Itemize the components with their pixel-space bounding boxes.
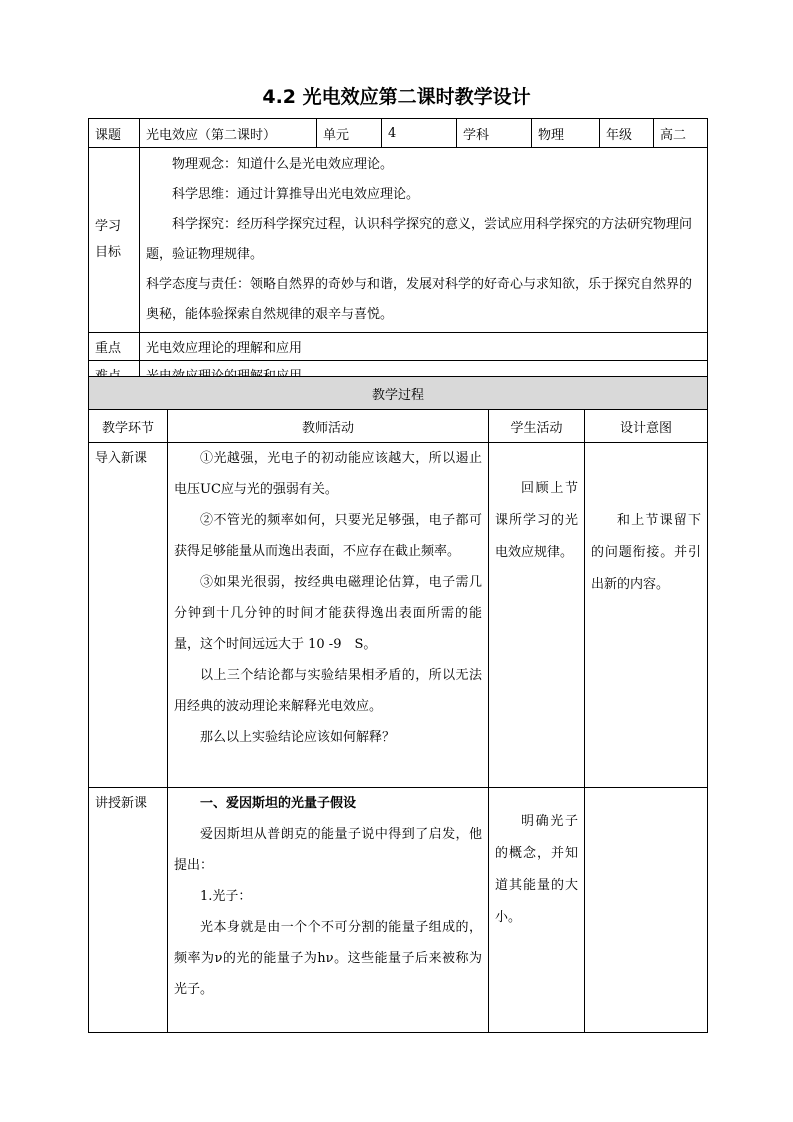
topic-value: 光电效应（第二课时） bbox=[140, 119, 317, 148]
goals-label-line1: 学习 bbox=[95, 219, 122, 234]
subject-label: 学科 bbox=[457, 119, 532, 148]
goals-content bbox=[140, 148, 708, 333]
key-point-label: 重点 bbox=[89, 333, 140, 361]
teacher-paragraph: ③如果光很弱，按经典电磁理论估算，电子需几分钟到十几分钟的时间才能获得逸出表面所需的能量，这个时间远远大于 10 -9 S。 bbox=[174, 575, 482, 652]
grade-label: 年级 bbox=[600, 119, 654, 148]
goals-label-line2: 目标 bbox=[95, 245, 122, 260]
key-point-value: 光电效应理论的理解和应用 bbox=[140, 333, 708, 361]
teacher-paragraph: ②不管光的频率如何，只要光足够强，电子都可获得足够能量从而逸出表面，不应存在截止频率。 bbox=[174, 513, 482, 559]
goal-item: 科学态度与责任：领略自然界的奇妙与和谐，发展对科学的好奇心与求知欲，乐于探究自然界的奥秘，能体验探索自然规律的艰辛与喜悦。 bbox=[146, 277, 693, 322]
teacher-activity-cell bbox=[168, 788, 489, 1033]
lesson-info-table bbox=[88, 118, 708, 389]
teacher-paragraph: 爱因斯坦从普朗克的能量子说中得到了启发，他提出： bbox=[174, 827, 482, 873]
student-activity-cell bbox=[489, 788, 585, 1033]
section-heading: 一、爱因斯坦的光量子假设 bbox=[200, 796, 357, 811]
unit-value: 4 bbox=[382, 119, 457, 148]
teacher-paragraph: 以上三个结论都与实验结果相矛盾的，所以无法用经典的波动理论来解释光电效应。 bbox=[174, 668, 482, 714]
teacher-activity-cell bbox=[168, 443, 489, 788]
key-point-row bbox=[89, 333, 708, 361]
topic-label: 课题 bbox=[89, 119, 140, 148]
process-title: 教学过程 bbox=[89, 377, 708, 410]
stage-label: 讲授新课 bbox=[95, 796, 148, 811]
design-intent-cell bbox=[585, 443, 708, 788]
teacher-paragraph: ①光越强，光电子的初动能应该越大，所以遏止电压UC应与光的强弱有关。 bbox=[174, 451, 482, 497]
grade-value: 高二 bbox=[654, 119, 708, 148]
student-activity-text: 回顾上节课所学习的光电效应规律。 bbox=[495, 481, 578, 560]
unit-label: 单元 bbox=[317, 119, 382, 148]
subject-value: 物理 bbox=[532, 119, 600, 148]
goals-label bbox=[89, 148, 140, 333]
goal-item: 科学探究：经历科学探究过程，认识科学探究的意义，尝试应用科学探究的方法研究物理问题，验证物理规律。 bbox=[146, 217, 693, 262]
stage-cell bbox=[89, 443, 168, 788]
teaching-process-table bbox=[88, 376, 708, 1033]
design-intent-cell bbox=[585, 788, 708, 1033]
header-row bbox=[89, 119, 708, 148]
student-activity-cell bbox=[489, 443, 585, 788]
goal-item: 物理观念：知道什么是光电效应理论。 bbox=[172, 157, 394, 172]
column-header-intent: 设计意图 bbox=[585, 410, 708, 443]
table-row bbox=[89, 443, 708, 788]
goals-row bbox=[89, 148, 708, 333]
column-header-stage: 教学环节 bbox=[89, 410, 168, 443]
process-header-row bbox=[89, 410, 708, 443]
teacher-paragraph: 那么以上实验结论应该如何解释？ bbox=[200, 730, 396, 745]
column-header-teacher: 教师活动 bbox=[168, 410, 489, 443]
table-row bbox=[89, 788, 708, 1033]
teacher-paragraph: 光本身就是由一个个不可分割的能量子组成的，频率为ν的光的能量子为hν。这些能量子后来被称为光子。 bbox=[174, 920, 482, 997]
process-title-row bbox=[89, 377, 708, 410]
stage-cell bbox=[89, 788, 168, 1033]
stage-label: 导入新课 bbox=[95, 451, 148, 466]
design-intent-text: 和上节课留下的问题衔接。并引出新的内容。 bbox=[591, 513, 702, 592]
column-header-student: 学生活动 bbox=[489, 410, 585, 443]
teacher-paragraph: 1.光子： bbox=[200, 889, 252, 904]
goal-item: 科学思维：通过计算推导出光电效应理论。 bbox=[172, 187, 420, 202]
page-title: 4.2 光电效应第二课时教学设计 bbox=[262, 86, 531, 108]
student-activity-text: 明确光子的概念，并知道其能量的大小。 bbox=[495, 814, 578, 925]
